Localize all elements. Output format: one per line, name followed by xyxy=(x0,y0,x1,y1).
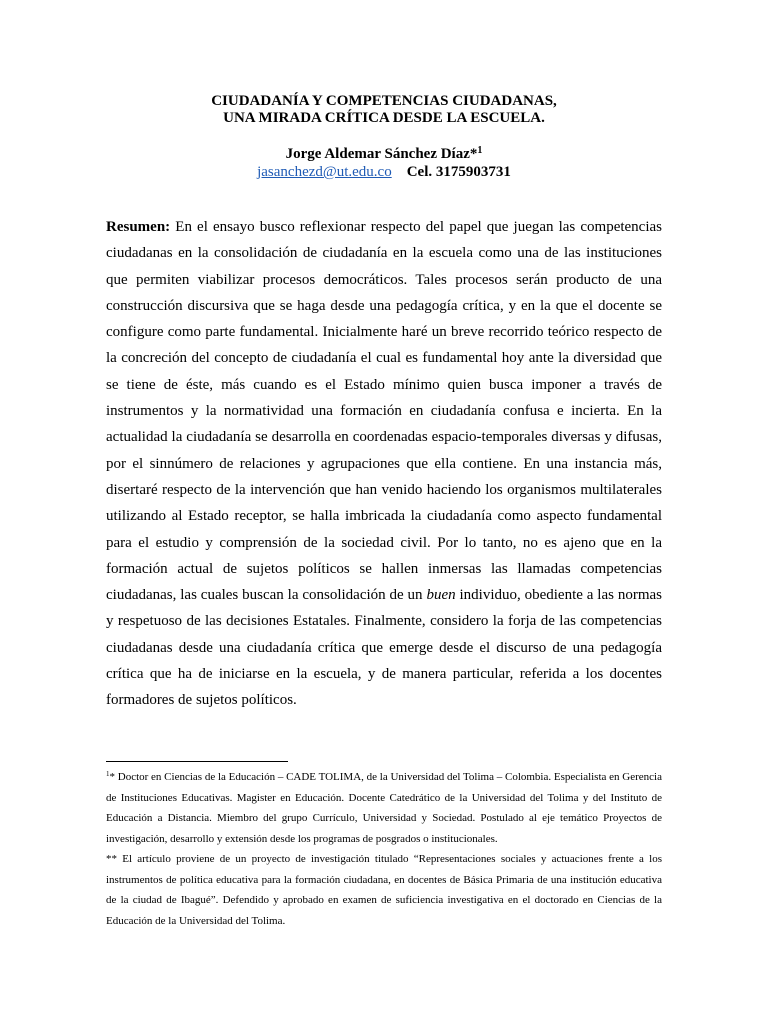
footnote-1-mark: 1 xyxy=(106,770,110,778)
author-phone: Cel. 3175903731 xyxy=(406,164,511,180)
footnotes xyxy=(106,767,662,931)
abstract-text-part-1: En el ensayo busco reflexionar respecto del papel que juegan las competencias ciudadanas en la consolidación de ciudadanía en la escuela como una de las instituciones que permiten viabilizar procesos democráticos. Tales procesos serán producto de una construcción discursiva que se haga desde una pedagogía crítica, y en la que el docente se configure como parte fundamental. Inicialmente haré un breve recorrido teórico respecto de la concreción del concepto de ciudadanía el cual es fundamental hoy ante la diversidad que se tiene de éste, más cuando es el Estado mínimo quien busca imponer a través de instrumentos y la normatividad una formación en ciudadanía confusa e incierta. En la actualidad la ciudadanía se desarrolla en coordenadas espacio-temporales diversas y difusas, por el sinnúmero de relaciones y agrupaciones que ella contiene. En una instancia más, disertaré respecto de la intervención que han venido haciendo los organismos multilaterales utilizando al Estado receptor, se halla imbricada la ciudadanía como aspecto fundamental para el estudio y comprensión de la sociedad civil. Por lo tanto, no es ajeno que en la formación actual de sujetos políticos se hallen inmersas las llamadas competencias ciudadanas, las cuales buscan la consolidación de un xyxy=(106,219,662,604)
paper-title xyxy=(106,93,662,127)
title-line-2: UNA MIRADA CRÍTICA DESDE LA ESCUELA. xyxy=(223,110,545,126)
author-footnote-mark: 1 xyxy=(477,145,483,156)
title-line-1: CIUDADANÍA Y COMPETENCIAS CIUDADANAS, xyxy=(211,93,557,109)
author-line xyxy=(106,144,662,164)
abstract-emphasis: buen xyxy=(426,587,456,604)
author-name: Jorge Aldemar Sánchez Díaz* xyxy=(285,146,478,162)
author-contact xyxy=(106,162,662,182)
abstract-text-part-2: individuo, obediente a las normas y respetuoso de las decisiones Estatales. Finalmente, considero la forja de las competencias ciudadanas desde una ciudadanía crítica que emerge desde el discurso de una pedagogía crítica que ha de iniciarse en la escuela, y de manera particular, referida a los docentes formadores de sujetos políticos. xyxy=(106,587,662,709)
footnote-1-text: * Doctor en Ciencias de la Educación – CADE TOLIMA, de la Universidad del Tolima – Colombia. Especialista en Gerencia de Instituciones Educativas. Magister en Educación. Docente Catedrático de la Universidad del Tolima y del Instituto de Educación a Distancia. Miembro del grupo Currículo, Universidad y Sociedad. Postulado al eje temático Proyectos de investigación, desarrollo y extensión desde los programas de posgrados o institucionales. xyxy=(106,771,662,845)
author-email-link[interactable]: jasanchezd@ut.edu.co xyxy=(257,164,392,180)
footnote-2 xyxy=(106,849,662,931)
footnote-2-text: ** El artículo proviene de un proyecto de investigación titulado “Representaciones sociales y actuaciones frente a los instrumentos de política educativa para la formación ciudadana, en docentes de Básica Primaria de una institución educativa de la ciudad de Ibagué”. Defendido y aprobado en examen de suficiencia investigativa en el doctorado en Ciencias de la Educación de la Universidad del Tolima. xyxy=(106,853,662,927)
footnote-1 xyxy=(106,767,662,849)
footnote-separator xyxy=(106,761,288,762)
abstract-paragraph xyxy=(106,214,662,714)
abstract-label: Resumen: xyxy=(106,219,171,235)
